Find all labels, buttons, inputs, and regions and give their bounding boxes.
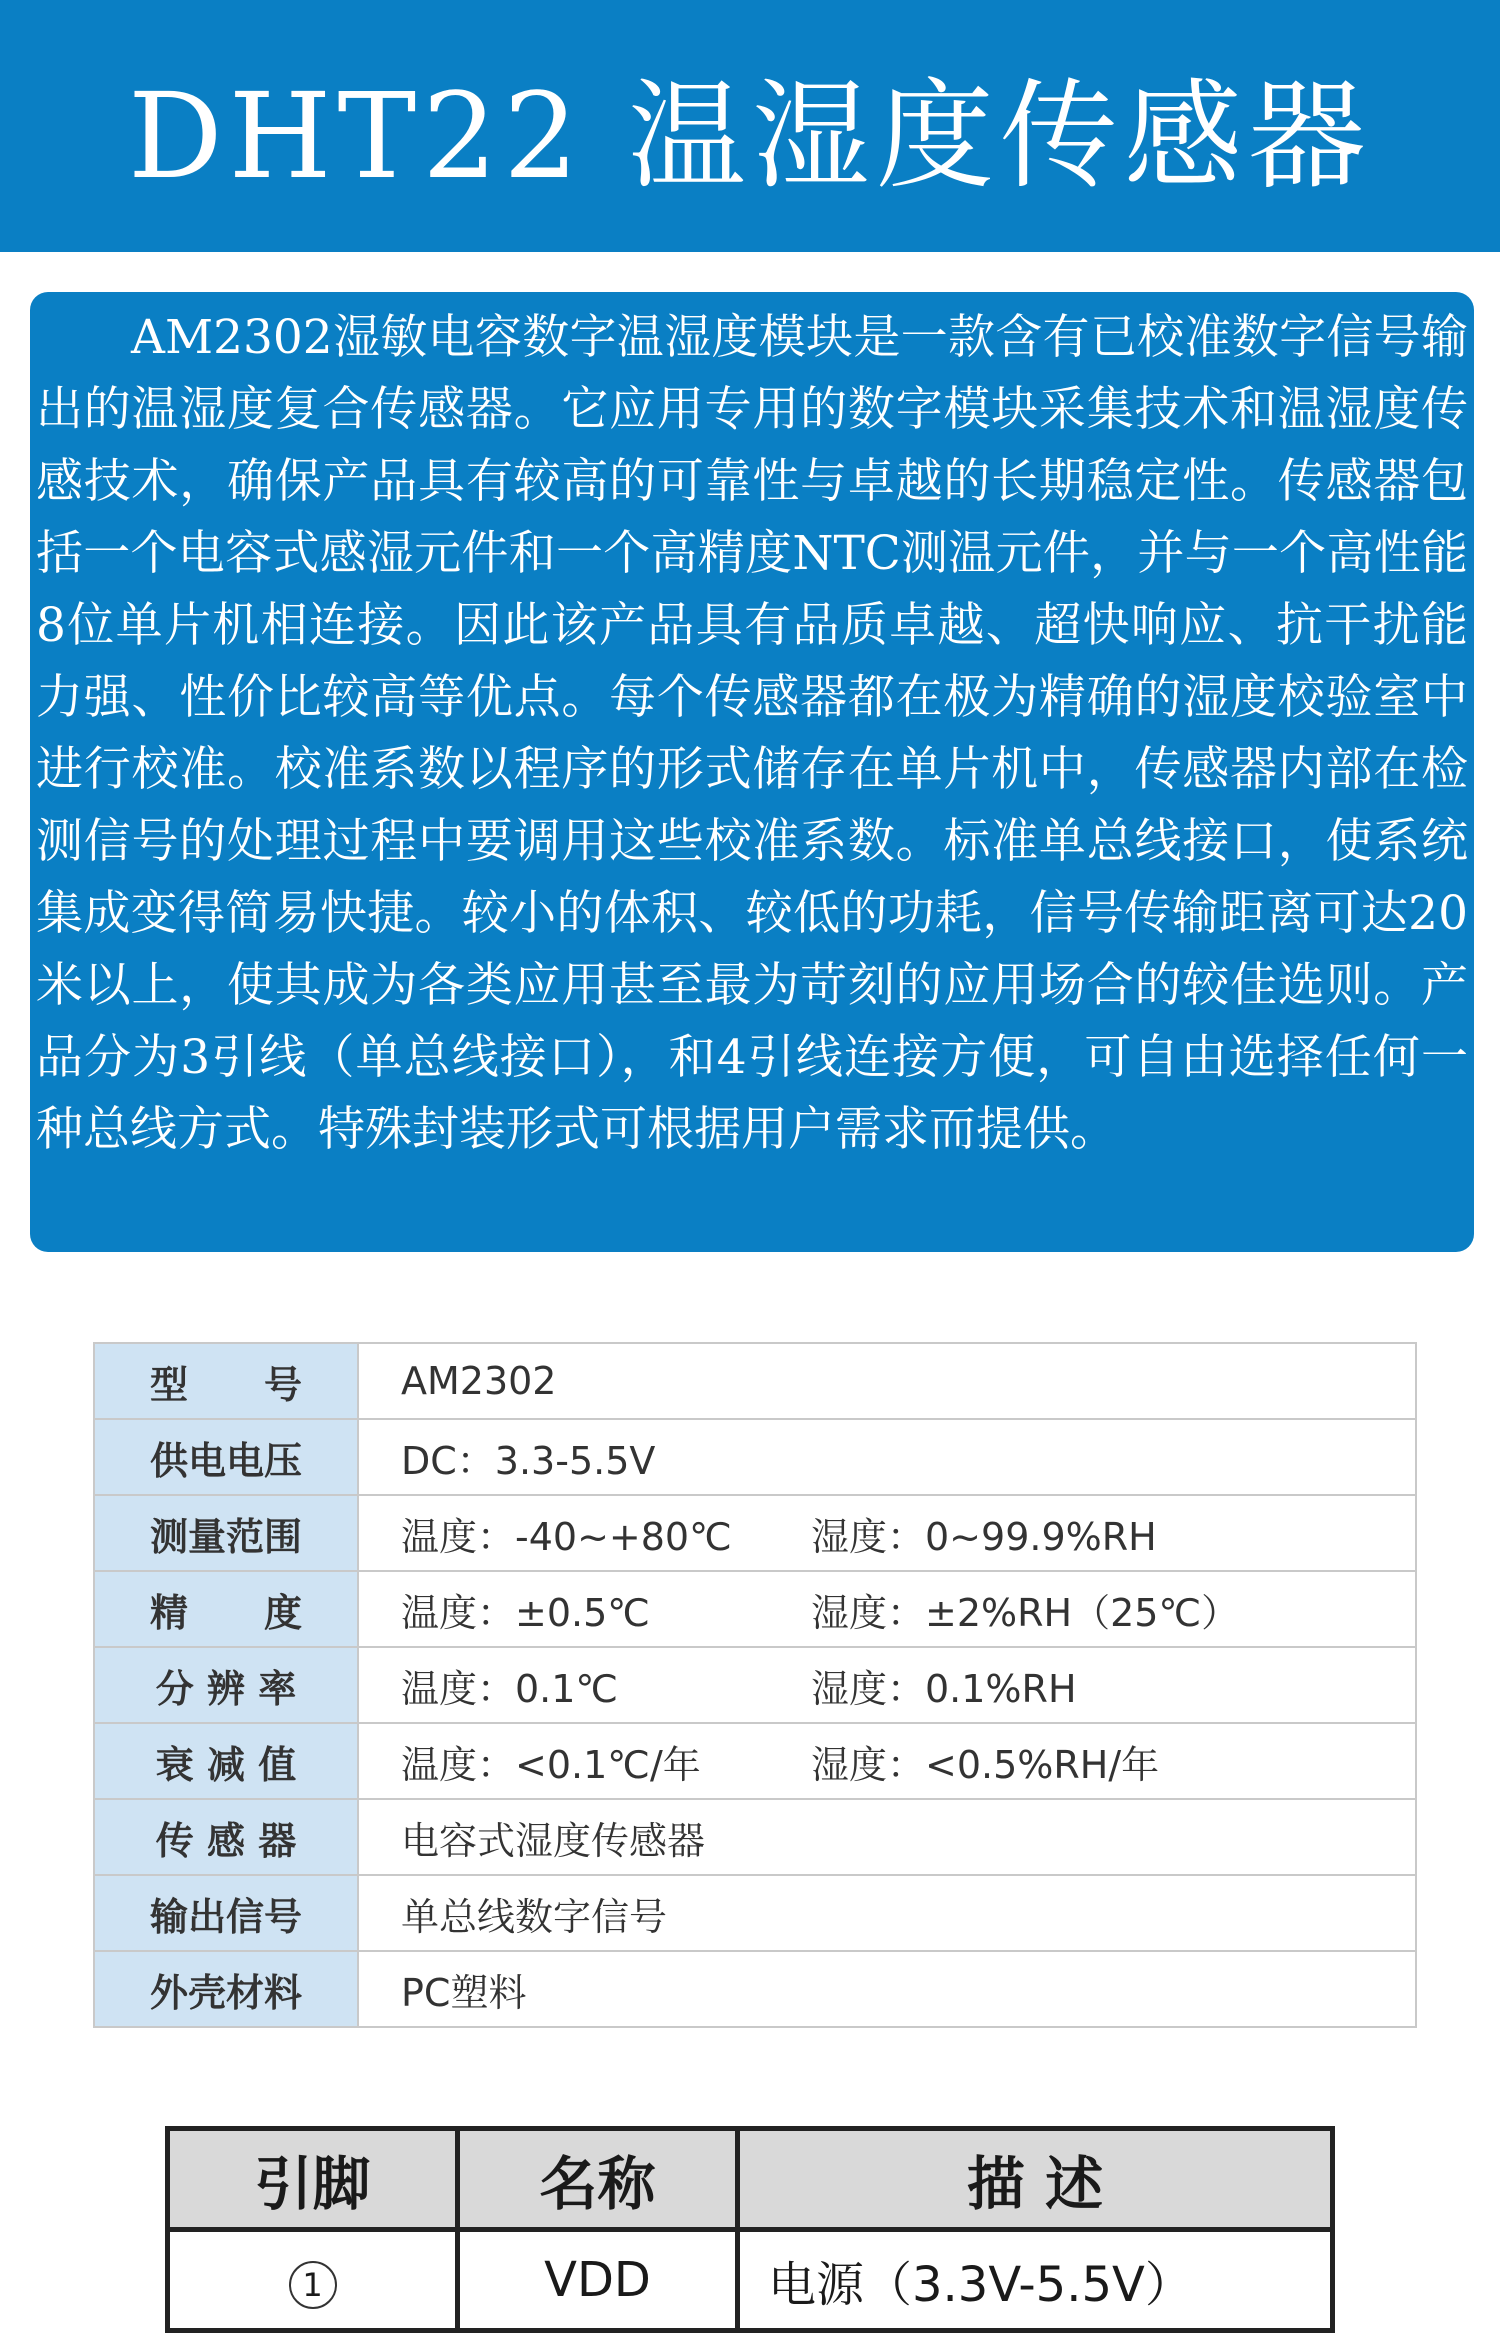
spec-row	[94, 1951, 1416, 2027]
spec-value-humidity: 湿度：0~99.9%RH	[811, 1514, 1157, 1559]
spec-key: 供电电压	[94, 1419, 358, 1495]
pin-table-header-row	[168, 2129, 1333, 2230]
spec-value	[358, 1419, 1416, 1495]
spec-value-primary: 单总线数字信号	[401, 1894, 668, 1939]
pin-header-pin: 引脚	[168, 2129, 458, 2230]
pin-number: 1	[289, 2261, 337, 2309]
spec-value	[358, 1647, 1416, 1723]
spec-key: 外壳材料	[94, 1951, 358, 2027]
spec-key: 型 号	[94, 1343, 358, 1419]
spec-key: 输出信号	[94, 1875, 358, 1951]
spec-row	[94, 1799, 1416, 1875]
page-header	[0, 0, 1500, 252]
spec-value-primary: 电容式湿度传感器	[401, 1818, 706, 1863]
spec-row	[94, 1723, 1416, 1799]
spec-value	[358, 1723, 1416, 1799]
intro-panel	[30, 292, 1474, 1252]
spec-value-temperature: 温度：-40~+80℃	[401, 1514, 732, 1559]
spec-value	[358, 1951, 1416, 2027]
spec-value-temperature: 温度：<0.1℃/年	[401, 1742, 701, 1787]
spec-value-temperature: 温度：±0.5℃	[401, 1590, 650, 1635]
pin-name: VDD	[458, 2230, 738, 2331]
spec-value	[358, 1343, 1416, 1419]
spec-value	[358, 1799, 1416, 1875]
pin-header-description: 描 述	[738, 2129, 1333, 2230]
pin-number-cell	[168, 2230, 458, 2331]
spec-key: 衰 减 值	[94, 1723, 358, 1799]
pin-description: 电源（3.3V-5.5V）	[738, 2230, 1333, 2331]
spec-value-humidity: 湿度：<0.5%RH/年	[811, 1742, 1160, 1787]
spec-key: 测量范围	[94, 1495, 358, 1571]
spec-value-temperature: 温度：0.1℃	[401, 1666, 619, 1711]
spec-value-primary: AM2302	[401, 1359, 557, 1403]
pin-row	[168, 2230, 1333, 2331]
spec-value-primary: PC塑料	[401, 1970, 527, 2015]
spec-row	[94, 1647, 1416, 1723]
spec-value-primary: DC：3.3-5.5V	[401, 1438, 656, 1483]
page-title: DHT22 温湿度传感器	[128, 67, 1372, 205]
intro-text: AM2302湿敏电容数字温湿度模块是一款含有已校准数字信号输出的温湿度复合传感器。它应用专用的数字模块采集技术和温湿度传感技术，确保产品具有较高的可靠性与卓越的长期稳定性。传感器包括一个电容式感湿元件和一个高精度NTC测温元件，并与一个高性能8位单片机相连接。因此该产品具有品质卓越、超快响应、抗干扰能力强、性价比较高等优点。每个传感器都在极为精确的湿度校验室中进行校准。校准系数以程序的形式储存在单片机中，传感器内部在检测信号的处理过程中要调用这些校准系数。标准单总线接口，使系统集成变得简易快捷。较小的体积、较低的功耗，信号传输距离可达20米以上，使其成为各类应用甚至最为苛刻的应用场合的较佳选则。产品分为3引线（单总线接口），和4引线连接方便，可自由选择任何一种总线方式。特殊封装形式可根据用户需求而提供。	[36, 310, 1468, 1157]
spec-row	[94, 1419, 1416, 1495]
spec-key: 传 感 器	[94, 1799, 358, 1875]
spec-table	[93, 1342, 1417, 2028]
spec-key: 分 辨 率	[94, 1647, 358, 1723]
spec-row	[94, 1495, 1416, 1571]
spec-value	[358, 1875, 1416, 1951]
spec-value-humidity: 湿度：0.1%RH	[811, 1666, 1077, 1711]
spec-value	[358, 1571, 1416, 1647]
spec-row	[94, 1343, 1416, 1419]
spec-row	[94, 1875, 1416, 1951]
spec-value-humidity: 湿度：±2%RH（25℃）	[811, 1590, 1240, 1635]
pin-table	[165, 2126, 1335, 2333]
spec-row	[94, 1571, 1416, 1647]
pin-header-name: 名称	[458, 2129, 738, 2230]
spec-value	[358, 1495, 1416, 1571]
spec-key: 精 度	[94, 1571, 358, 1647]
